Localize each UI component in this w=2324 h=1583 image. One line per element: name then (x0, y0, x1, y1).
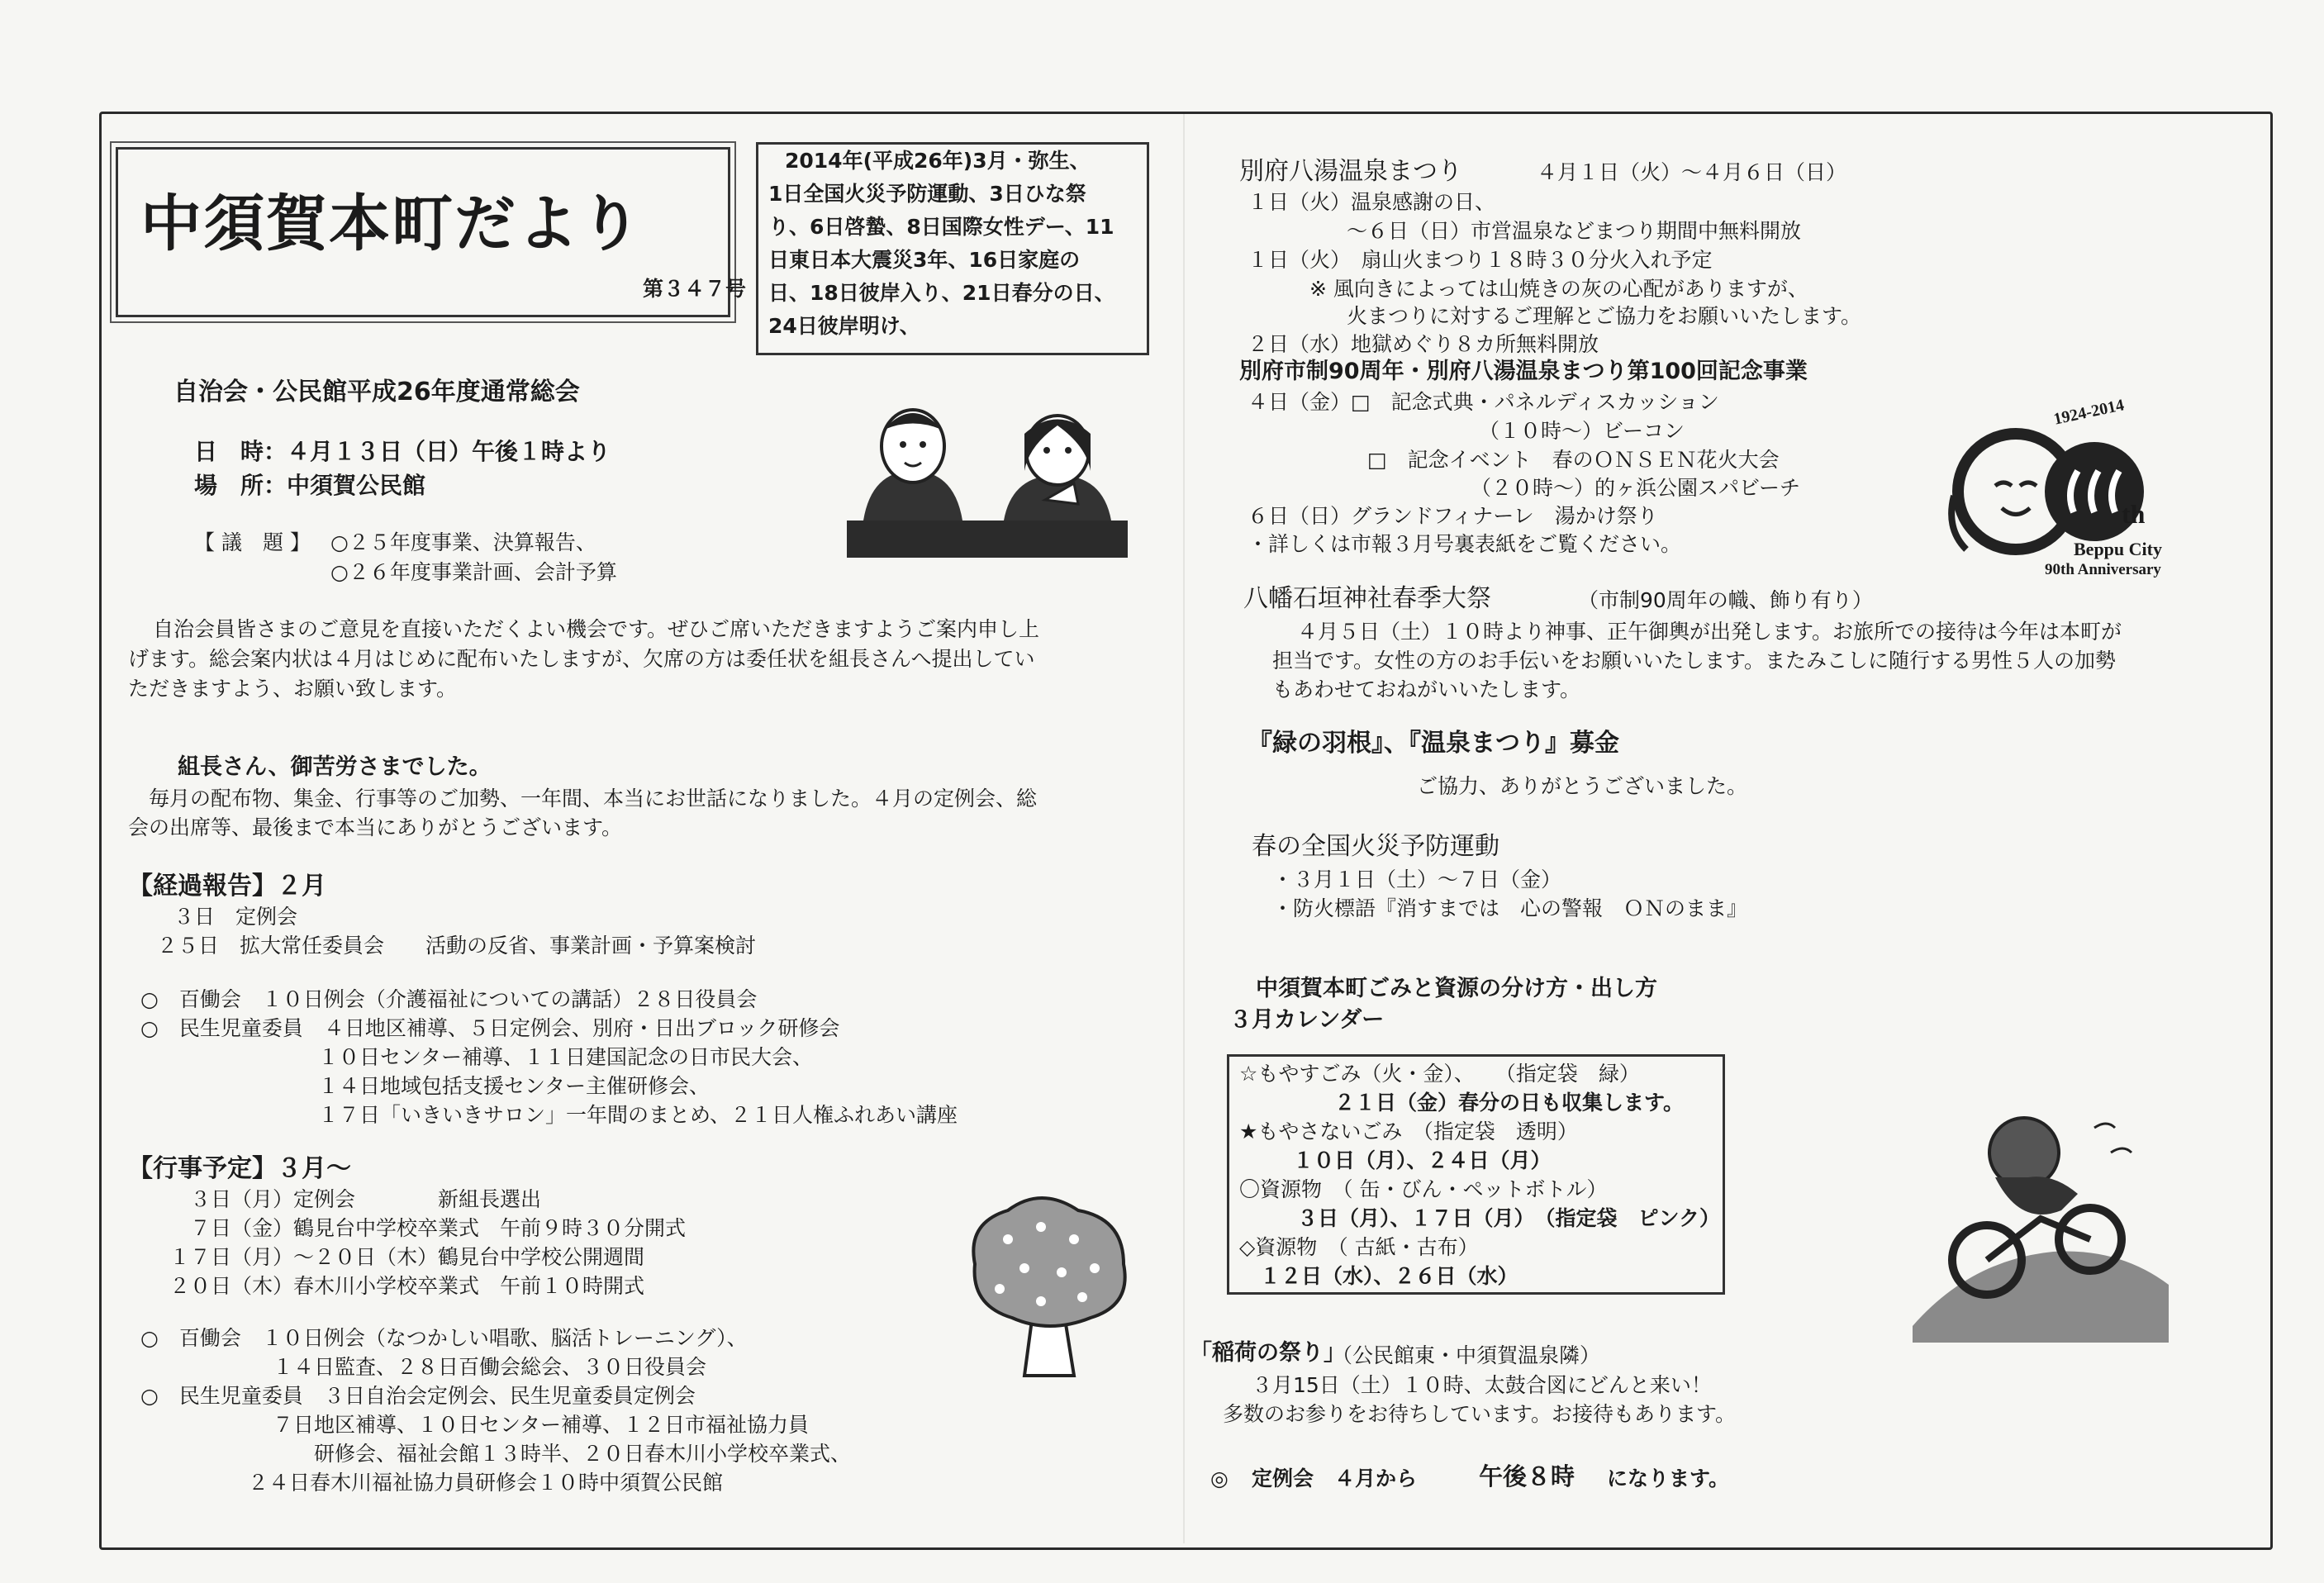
agenda-item: ○２６年度事業計画、会計予算 (330, 560, 617, 584)
hachiman-body-line: 担当です。女性の方のお手伝いをお願いいたします。またみこしに随行する男性５人の加勢 (1272, 649, 2117, 673)
meeting-place: 場 所：中須賀公民館 (194, 472, 426, 499)
notice-mark: ◎ (1210, 1467, 1229, 1490)
garbage-line: 〇資源物 （ 缶・びん・ペットボトル） (1239, 1177, 1608, 1201)
progress-line: ２５日 拡大常任委員会 活動の反省、事業計画・予算案検討 (157, 934, 757, 958)
garbage-line: ★もやさないごみ （指定袋 透明） (1239, 1120, 1578, 1143)
calendar-line: 日東日本大震災3年、16日家庭の (768, 248, 1081, 272)
logo-anniversary: 90th Anniversary (2045, 561, 2161, 578)
schedule-item: ２４日春木川福祉協力員研修会１０時中須賀公民館 (248, 1471, 724, 1495)
onsen-line: １日（火）温泉感謝の日、 (1248, 190, 1496, 214)
fold-line (1183, 114, 1185, 1543)
leaders-body-line: 会の出席等、最後まで本当にありがとうございます。 (128, 815, 623, 839)
meeting-body-line: ただきますよう、お願い致します。 (128, 677, 458, 701)
progress-item: ○ 民生児童委員 ４日地区補導、５日定例会、別府・日出ブロック研修会 (140, 1016, 840, 1040)
newsletter-title: 中須賀本町だより (140, 188, 643, 259)
onsen-line: １日（火） 扇山火まつり１８時３０分火入れ予定 (1248, 248, 1713, 272)
garbage-line: ３日（月）、１７日（月） （指定袋 ピンク） (1297, 1206, 1721, 1230)
onsen-line: 火まつりに対するご理解とご協力をお願いいたします。 (1347, 304, 1862, 328)
progress-item: １４日地域包括支援センター主催研修会、 (318, 1074, 711, 1098)
meeting-datetime: 日 時：４月１３日（日）午後１時より (194, 438, 611, 465)
logo-city: Beppu City (2074, 539, 2162, 559)
notice-label: 定例会 ４月から (1252, 1467, 1418, 1490)
schedule-item: 研修会、福祉会館１３時半、２０日春木川小学校卒業式、 (314, 1442, 852, 1466)
progress-item: １０日センター補導、１１日建国記念の日市民大会、 (318, 1045, 814, 1069)
schedule-item: １４日監査、２８日百働会総会、３０日役員会 (273, 1355, 707, 1379)
garbage-line: １２日（水）、２６日（水） (1260, 1264, 1518, 1288)
motorbike-illustration (1904, 1095, 2177, 1343)
hachiman-heading: 八幡石垣神社春季大祭 (1243, 584, 1491, 613)
calendar-line: 1日全国火災予防運動、3日ひな祭 (768, 182, 1086, 206)
issue-number: 第３４７号 (643, 277, 747, 301)
logo-years: 1924-2014 (2051, 396, 2127, 429)
progress-item: ○ 百働会 １０日例会（介護福祉についての講話）２８日役員会 (140, 987, 758, 1011)
progress-heading: 【経過報告】２月 (128, 872, 326, 901)
garbage-line: ２１日（金）春分の日も収集します。 (1334, 1091, 1685, 1115)
meeting-body-line: 自治会員皆さまのご意見を直接いただくよい機会です。ぜひご席いただきますようご案内申し上 (153, 617, 1040, 641)
meeting-heading: 自治会・公民館平成26年度通常総会 (173, 378, 580, 406)
garbage-line: ◇資源物 （ 古紙・古布） (1239, 1235, 1479, 1259)
schedule-heading: 【行事予定】３月～ (128, 1154, 351, 1183)
hina-dolls-illustration (839, 397, 1136, 562)
agenda-item: ○２５年度事業、決算報告、 (330, 530, 596, 554)
calendar-line: 2014年(平成26年)3月・弥生、 (785, 149, 1091, 173)
calendar-line: 日、18日彼岸入り、21日春分の日、 (768, 281, 1115, 305)
hachiman-body-line: もあわせておねがいいたします。 (1272, 677, 1581, 701)
garbage-subheading: ３月カレンダー (1229, 1007, 1385, 1033)
garbage-line: ☆もやすごみ（火・金）、 （指定袋 緑） (1239, 1062, 1640, 1086)
inari-heading: 「稲荷の祭り」 (1190, 1340, 1346, 1366)
calendar-line: 24日彼岸明け、 (768, 314, 920, 338)
onsen-line: ２日（水）地獄めぐり８カ所無料開放 (1248, 332, 1599, 356)
leaders-heading: 組長さん、御苦労さまでした。 (178, 754, 492, 780)
schedule-line: ３日（月）定例会 新組長選出 (190, 1187, 542, 1211)
meeting-body-line: げます。総会案内状は４月はじめに配布いたしますが、欠席の方は委任状を組長さんへ提出してい (128, 647, 1035, 671)
anniversary-line: （１０時～）ビーコン (1479, 419, 1685, 443)
schedule-item: ○ 百働会 １０日例会（なつかしい唱歌、脳活トレーニング）、 (140, 1326, 748, 1350)
fundraising-body: ご協力、ありがとうございました。 (1417, 774, 1748, 798)
schedule-item: ７日地区補導、１０日センター補導、１２日市福祉協力員 (273, 1413, 810, 1437)
progress-item: １７日「いきいきサロン」一年間のまとめ、２１日人権ふれあい講座 (318, 1103, 958, 1127)
onsen-period: ４月１日（火）～４月６日（日） (1537, 160, 1847, 184)
hachiman-note: （市制90周年の幟、飾り有り） (1578, 588, 1873, 612)
anniversary-line: ６日（日）グランドフィナーレ 湯かけ祭り (1248, 504, 1658, 528)
fire-heading: 春の全国火災予防運動 (1252, 832, 1499, 861)
schedule-line: ２０日（木）春木川小学校卒業式 午前１０時開式 (169, 1274, 645, 1298)
onsen-heading: 別府八湯温泉まつり (1239, 157, 1462, 186)
notice-tail: になります。 (1607, 1467, 1730, 1490)
fire-line: ・防火標語『消すまでは 心の警報 ＯＮのまま』 (1272, 896, 1748, 920)
inari-line: 多数のお参りをお待ちしています。お接待もあります。 (1223, 1402, 1737, 1426)
onsen-line: ～６日（日）市営温泉などまつり期間中無料開放 (1347, 219, 1802, 243)
anniversary-line: ４日（金）□ 記念式典・パネルディスカッション (1248, 390, 1719, 414)
anniversary-line: □ 記念イベント 春のＯＮＳＥＮ花火大会 (1367, 448, 1780, 472)
schedule-item: ○ 民生児童委員 ３日自治会定例会、民生児童委員定例会 (140, 1384, 696, 1408)
inari-location: （公民館東・中須賀温泉隣） (1332, 1343, 1601, 1367)
anniversary-heading: 別府市制90周年・別府八湯温泉まつり第100回記念事業 (1239, 359, 1808, 384)
hachiman-body-line: ４月５日（土）１０時より神事、正午御輿が出発します。お旅所での接待は今年は本町が (1297, 620, 2122, 644)
leaders-body-line: 毎月の配布物、集金、行事等のご加勢、一年間、本当にお世話になりました。４月の定例会、総 (149, 787, 1038, 811)
schedule-line: ７日（金）鶴見台中学校卒業式 午前９時３０分開式 (190, 1216, 687, 1240)
fundraising-heading: 『緑の羽根』、『温泉まつり』募金 (1248, 729, 1619, 758)
tree-illustration (958, 1190, 1140, 1380)
notice-time: 午後８時 (1479, 1462, 1575, 1490)
garbage-heading: 中須賀本町ごみと資源の分け方・出し方 (1256, 976, 1657, 1001)
onsen-line: ※ 風向きによっては山焼きの灰の心配がありますが、 (1309, 277, 1808, 301)
calendar-line: り、6日啓蟄、8日国際女性デー、11 (768, 215, 1114, 239)
progress-line: ３日 定例会 (173, 905, 298, 929)
logo-suffix: th (2122, 499, 2146, 529)
agenda-label: 【 議 題 】 (194, 530, 311, 554)
garbage-line: １０日（月）、２４日（月） (1293, 1148, 1552, 1172)
schedule-line: １７日（月）～２０日（木）鶴見台中学校公開週間 (169, 1245, 645, 1269)
anniversary-line: ・詳しくは市報３月号裏表紙をご覧ください。 (1248, 532, 1682, 556)
inari-line: ３月15日（土）１０時、太鼓合図にどんと来い！ (1252, 1373, 1712, 1397)
anniversary-line: （２０時～）的ヶ浜公園スパビーチ (1471, 476, 1801, 500)
fire-line: ・３月１日（土）～７日（金） (1272, 868, 1562, 891)
